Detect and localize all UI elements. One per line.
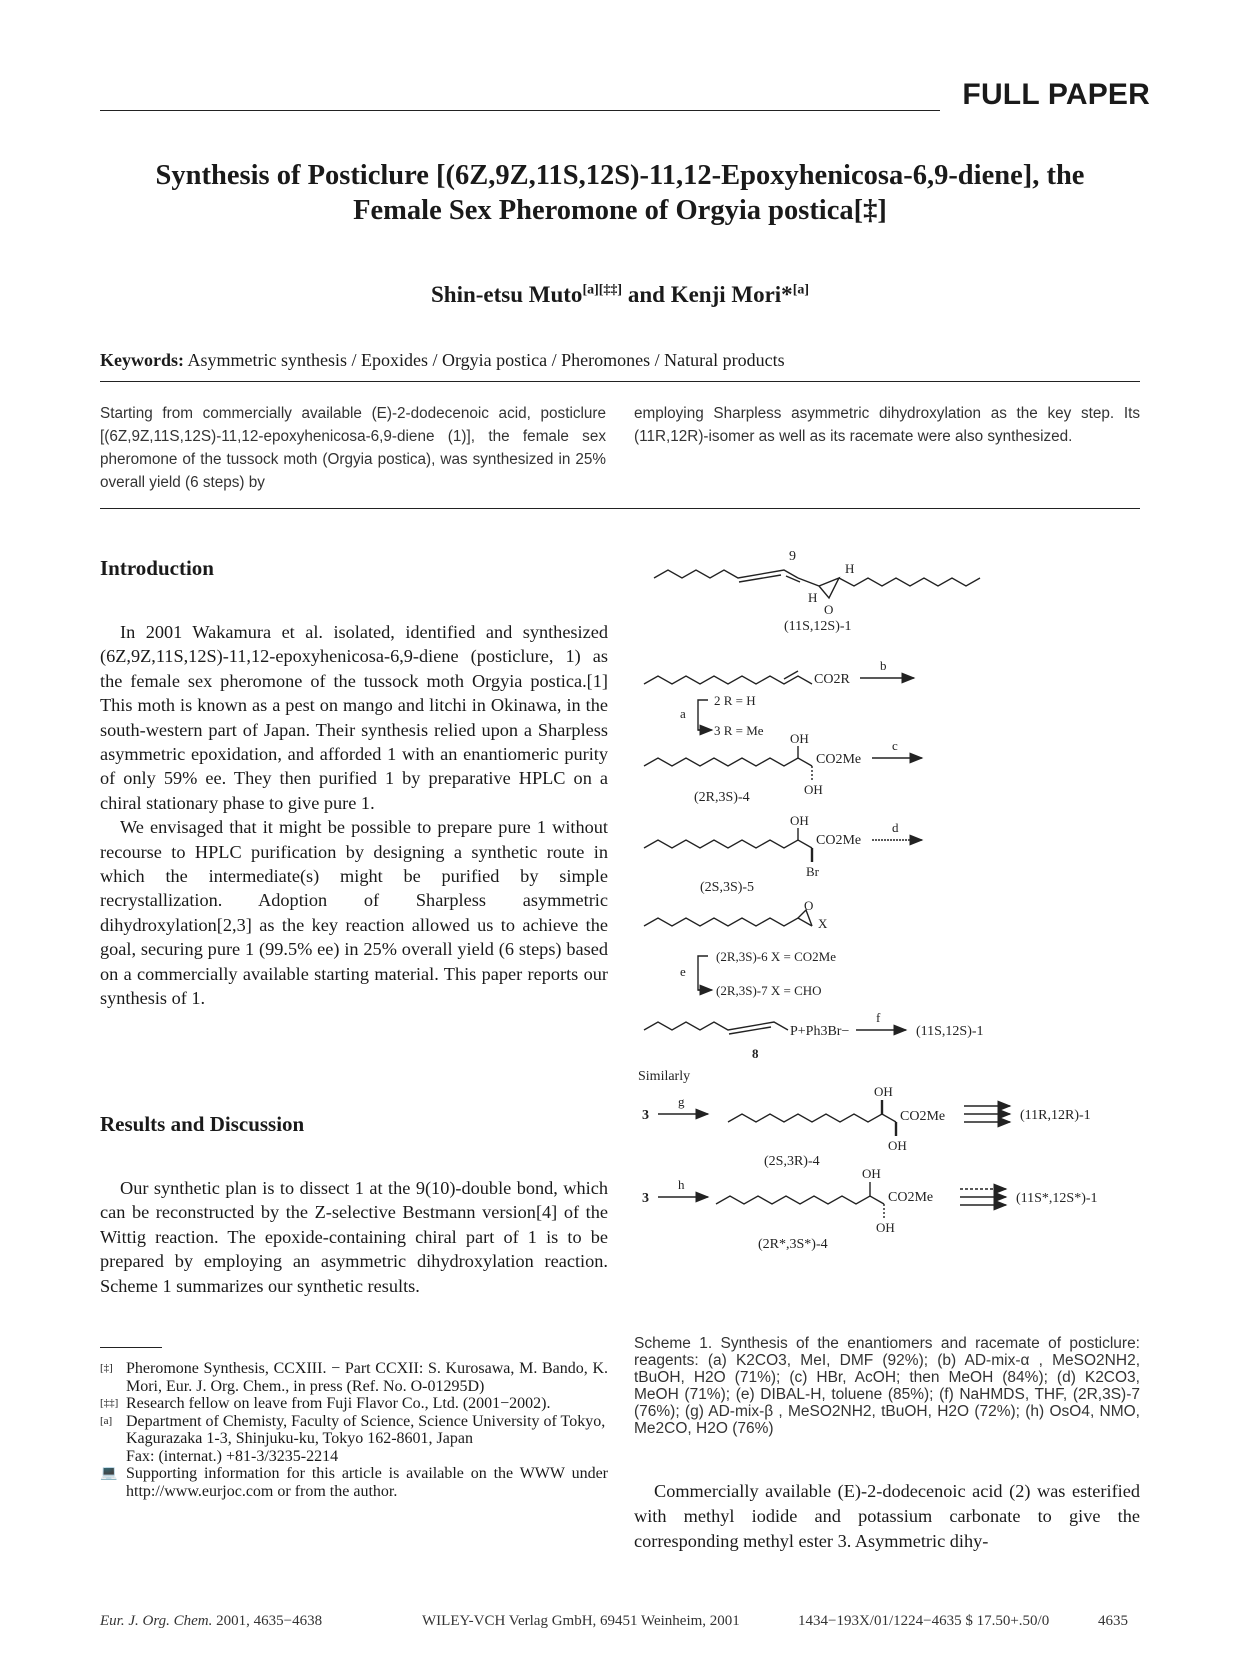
- chain-4b: [728, 1114, 896, 1122]
- footnote-text: Pheromone Synthesis, CCXIII. − Part CCXII: S. Kurosawa, M. Bando, K. Mori, Eur. J. Org. Chem., in press (Ref. No. O-01295D): [126, 1360, 608, 1395]
- footer-citation: [100, 1613, 322, 1630]
- author-1: Shin-etsu Muto: [430, 282, 583, 307]
- compound-4c-label: (2R*,3S*)-4: [758, 1237, 828, 1252]
- footnote-text: Fax: (internat.) +81-3/3235-2214: [126, 1447, 339, 1465]
- footnote-mark: [100, 1448, 126, 1466]
- compound-4-label: (2R,3S)-4: [694, 790, 750, 805]
- chain-1-right: [839, 578, 980, 586]
- footer-volume: 2001, 4635−4638: [216, 1613, 323, 1629]
- footnote-text: Supporting information for this article is available on the WWW under http://www.eurjoc.com or from the author.: [126, 1465, 608, 1500]
- keywords: [100, 350, 1140, 371]
- author-2: Kenji Mori*: [670, 282, 793, 307]
- label-oh-2: OH: [804, 782, 823, 797]
- footnote: [100, 1448, 608, 1466]
- label-b: b: [880, 658, 887, 673]
- label-oh-7: OH: [876, 1220, 895, 1235]
- footnotes: [100, 1360, 608, 1500]
- footnote-text: Kagurazaka 1-3, Shinjuku-ku, Tokyo 162-8601, Japan: [126, 1430, 473, 1447]
- arrow-triple-h: [960, 1189, 1006, 1205]
- label-oh-5: OH: [888, 1138, 907, 1153]
- label-o-1: O: [824, 602, 834, 617]
- chain-1-left: [654, 570, 798, 578]
- results-heading: Results and Discussion: [100, 1112, 305, 1136]
- arrow-e: [698, 956, 708, 990]
- label-oh-6: OH: [862, 1166, 881, 1181]
- product-g-label: (11R,12R)-1: [1020, 1108, 1091, 1123]
- label-x: X: [818, 916, 828, 931]
- page-number: 4635: [1098, 1613, 1128, 1629]
- results-body-right: [634, 1479, 1140, 1554]
- label-a: a: [680, 706, 686, 721]
- label-oh-3: OH: [790, 813, 809, 828]
- scheme-caption: Scheme 1. Synthesis of the enantiomers and racemate of posticlure: reagents: (a) K2CO3, MeI, DMF (92%); (b) AD-mix-α , MeSO2NH2, tBuOH, H2O (71%); (c) HBr, AcOH; then MeOH (84%); (d) K2CO3, MeOH (71%); (e) DIBAL-H, toluene (85%); (f) NaHMDS, THF, (2R,3S)-7 (76%); (g) AD-mix-β , MeSO2NH2, tBuOH, H2O (72%); (h) OsO4, NMO, Me2CO, H2O (76%): [634, 1335, 1140, 1437]
- arrow-a: [698, 700, 708, 730]
- compound-6-label: (2R,3S)-6 X = CO2Me: [716, 949, 836, 964]
- results-paragraph-2: Commercially available (E)-2-dodecenoic acid (2) was esterified with methyl iodide and potassium carbonate to give the corresponding methyl ester 3. Asymmetric dihy-: [634, 1481, 1140, 1551]
- compound-8-label: 8: [752, 1046, 759, 1061]
- epoxide: [798, 578, 839, 598]
- footer-issn: 1434−193X/01/1224−4635 $ 17.50+.50/0: [798, 1613, 1050, 1629]
- intro-paragraph-2: We envisaged that it might be possible to prepare pure 1 without recourse to HPLC purification by designing a synthetic route in which the intermediate(s) might be purified by simple recrystallization. Adoption of Sharpless asymmetric dihydroxylation[2,3] as the key reaction allowed us to achieve the goal, securing pure 1 (99.5% ee) in 25% overall yield (6 steps) based on a commercially available starting material. This paper reports our synthesis of 1.: [100, 817, 608, 1009]
- start-3-label-g: 3: [642, 1108, 649, 1123]
- label-co2me-3: CO2Me: [900, 1109, 946, 1124]
- results-paragraph-1: Our synthetic plan is to dissect 1 at the 9(10)-double bond, which can be reconstructed by the Z-selective Bestmann version[4] of the Wittig reaction. The epoxide-containing chiral part of 1 is to be prepared by employing an asymmetric dihydroxylation reaction. Scheme 1 summarizes our synthetic results.: [100, 1178, 608, 1296]
- footnote: [100, 1430, 608, 1448]
- author-sep: and: [622, 282, 671, 307]
- label-h-1: H: [808, 590, 818, 605]
- double-bond-9: [786, 576, 800, 582]
- section-label: FULL PAPER: [962, 78, 1150, 111]
- label-oh-4: OH: [874, 1084, 893, 1099]
- label-o-2: O: [804, 898, 814, 913]
- footer-publisher: WILEY-VCH Verlag GmbH, 69451 Weinheim, 2001: [422, 1613, 740, 1629]
- footnote-mark: [‡‡]: [100, 1397, 119, 1409]
- intro-heading: Introduction: [100, 556, 214, 580]
- chain-4: [644, 758, 812, 766]
- author-2-affil: [a]: [792, 282, 810, 298]
- compound-2-label: 2 R = H: [714, 693, 756, 708]
- compound-3-label: 3 R = Me: [714, 723, 764, 738]
- label-co2r: CO2R: [814, 672, 850, 687]
- product-h-label: (11S*,12S*)-1: [1016, 1191, 1098, 1206]
- product-f-label: (11S,12S)-1: [916, 1024, 984, 1039]
- author-1-affil: [a][‡‡]: [582, 282, 623, 298]
- abstract-col-1: Starting from commercially available (E)-2-dodecenoic acid, posticlure [(6Z,9Z,11S,12S)-11,12-epoxyhenicosa-6,9-diene (1)], the female sex pheromone of the tussock moth (Orgyia postica), was synthesized in 25% overall yield (6 steps) by: [100, 405, 606, 491]
- footnote: [100, 1465, 608, 1500]
- chain-4c: [716, 1196, 884, 1204]
- paper-title: [90, 158, 1150, 228]
- footnote-rule: [100, 1347, 162, 1348]
- arrow-triple-g: [964, 1106, 1010, 1122]
- compound-1-label: (11S,12S)-1: [784, 619, 852, 634]
- authors: [90, 282, 1150, 308]
- label-co2me-2: CO2Me: [816, 833, 862, 848]
- label-d: d: [892, 820, 899, 835]
- footnote-mark: [‡]: [100, 1362, 113, 1374]
- chain-6: [644, 918, 812, 926]
- compound-4b-label: (2S,3R)-4: [764, 1154, 820, 1169]
- footnote: [100, 1395, 608, 1413]
- label-oh-1: OH: [790, 731, 809, 746]
- start-3-label-h: 3: [642, 1191, 649, 1206]
- label-c: c: [892, 738, 898, 753]
- header-rule: [100, 110, 940, 111]
- similarly-label: Similarly: [638, 1069, 691, 1084]
- chain-8: [644, 1022, 788, 1030]
- footnote-text: Research fellow on leave from Fuji Flavor Co., Ltd. (2001−2002).: [126, 1395, 551, 1412]
- keywords-label: Keywords:: [100, 350, 184, 370]
- label-h-2: H: [845, 561, 855, 576]
- keywords-rule: [100, 381, 1140, 382]
- compound-5-label: (2S,3S)-5: [700, 880, 755, 895]
- label-co2me-1: CO2Me: [816, 752, 862, 767]
- keywords-text: Asymmetric synthesis / Epoxides / Orgyia postica / Pheromones / Natural products: [187, 350, 785, 370]
- intro-body: [100, 620, 608, 1011]
- label-br: Br: [806, 864, 819, 879]
- scheme-1: [634, 538, 1140, 1328]
- label-co2me-4: CO2Me: [888, 1190, 934, 1205]
- footnote-text: Department of Chemisty, Faculty of Science, Science University of Tokyo,: [126, 1412, 606, 1430]
- footnote: [100, 1413, 608, 1431]
- chain-5: [644, 840, 812, 848]
- compound-7-label: (2R,3S)-7 X = CHO: [716, 983, 822, 998]
- footer-journal: Eur. J. Org. Chem.: [100, 1613, 213, 1629]
- label-pph3br: P+Ph3Br−: [790, 1024, 850, 1039]
- abstract-col-2: employing Sharpless asymmetric dihydroxylation as the key step. Its (11R,12R)-isomer as well as its racemate were also synthesized.: [634, 405, 1140, 445]
- footnote: [100, 1360, 608, 1395]
- computer-icon: 💻: [100, 1466, 118, 1481]
- label-e: e: [680, 964, 686, 979]
- abstract-rule: [100, 508, 1140, 509]
- label-g: g: [678, 1094, 685, 1109]
- footnote-mark: [a]: [100, 1414, 113, 1427]
- intro-paragraph-1: In 2001 Wakamura et al. isolated, identified and synthesized (6Z,9Z,11S,12S)-11,12-epoxyhenicosa-6,9-diene (posticlure, 1) as the female sex pheromone of the tussock moth Orgyia postica.[1] This moth is known as a pest on mango and litchi in Okinawa, in the south-western part of Japan. Their synthesis relied upon a Sharpless asymmetric epoxidation, and afforded 1 with an enantiomeric purity of only 59% ee. They then purified 1 by preparative HPLC on a chiral stationary phase to give pure 1.: [100, 622, 608, 813]
- label-h: h: [678, 1177, 685, 1192]
- label-9: 9: [789, 549, 796, 564]
- results-body: [100, 1176, 608, 1298]
- footnote-mark: [100, 1430, 126, 1448]
- label-f: f: [876, 1010, 881, 1025]
- title-line-2: Female Sex Pheromone of Orgyia postica[‡]: [353, 195, 887, 226]
- title-line-1: Synthesis of Posticlure [(6Z,9Z,11S,12S)-11,12-Epoxyhenicosa-6,9-diene], the: [155, 160, 1085, 191]
